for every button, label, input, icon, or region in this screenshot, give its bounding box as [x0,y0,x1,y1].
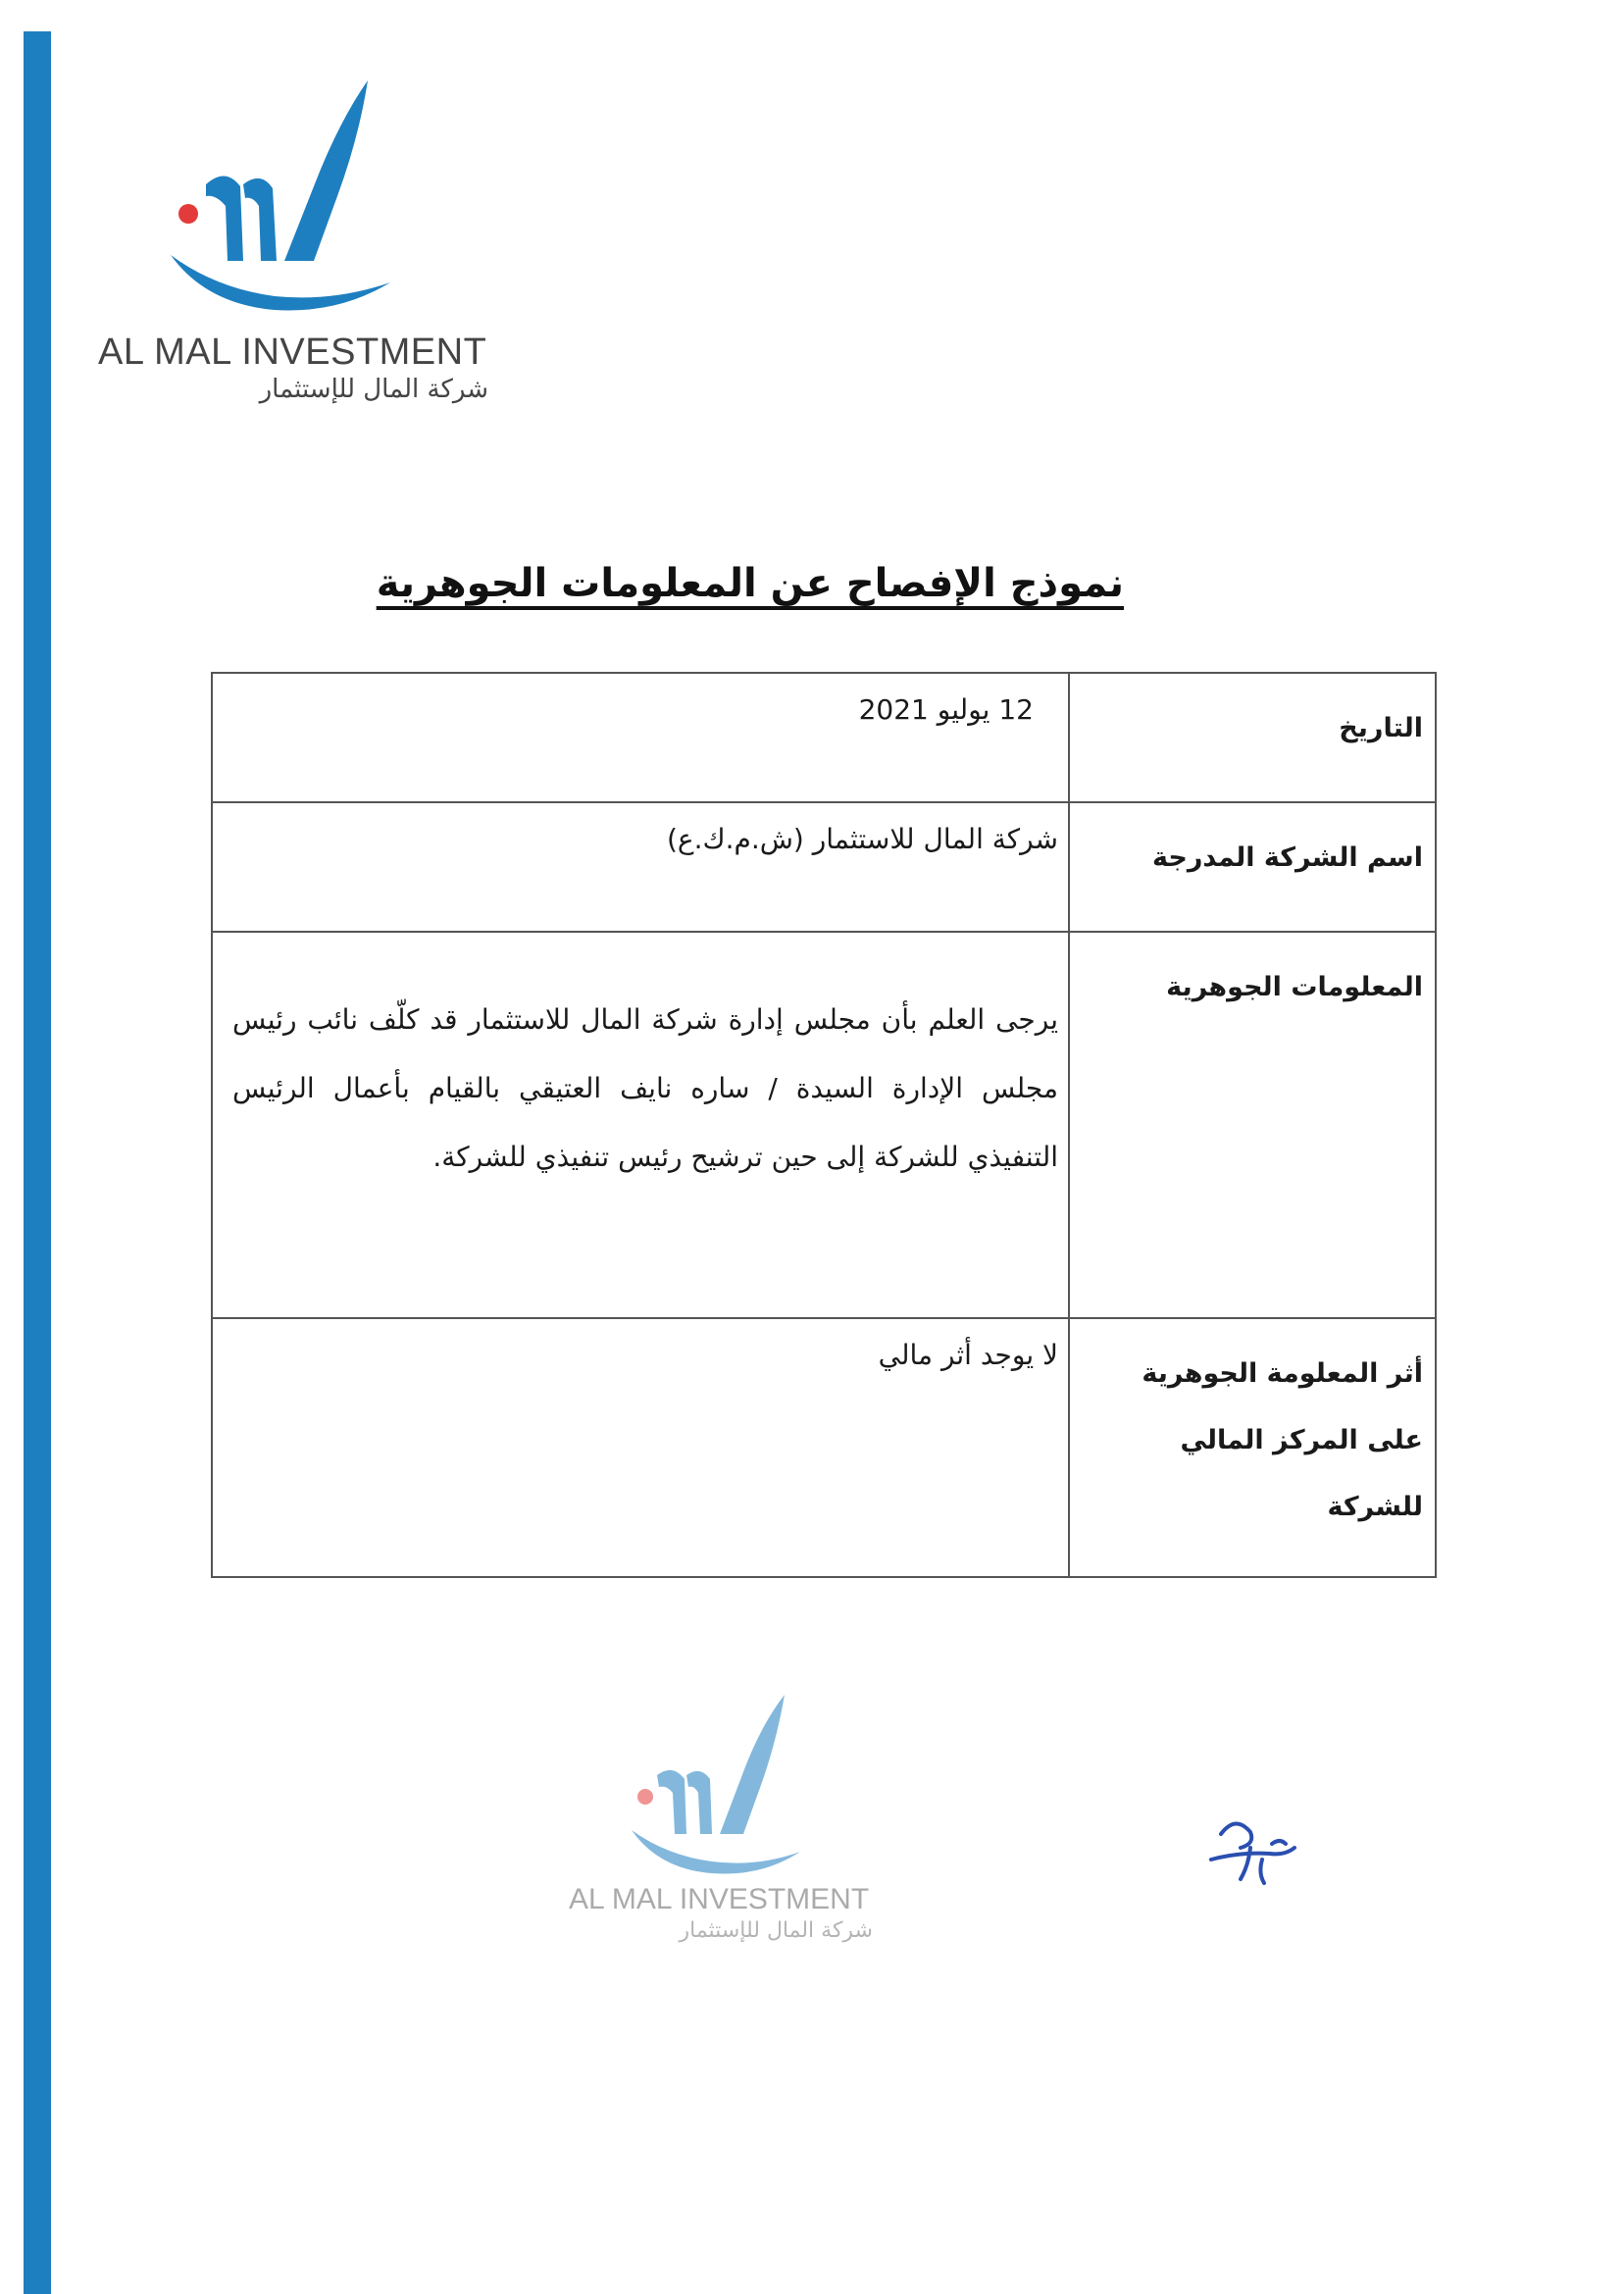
document-title: نموذج الإفصاح عن المعلومات الجوهرية [376,561,1124,606]
stamp-name-english: AL MAL INVESTMENT [569,1883,870,1915]
value-material-info [212,932,1069,1318]
label-financial-impact: أثر المعلومة الجوهرية على المركز المالي للشركة [1069,1318,1436,1577]
company-stamp [569,1687,892,1952]
table-row-material-info [212,932,1436,1318]
material-info-paragraph: يرجى العلم بأن مجلس إدارة شركة المال للاستثمار قد كلّف نائب رئيس مجلس الإدارة السيدة / ساره نايف العتيقي بالقيام بأعمال الرئيس التنفيذي للشركة إلى حين ترشيح رئيس تنفيذي للشركة. [232,1003,1058,1173]
value-date [212,673,1069,802]
stamp-logo-icon [628,1687,804,1883]
value-financial-impact: لا يوجد أثر مالي [212,1318,1069,1577]
stamp-name-arabic: شركة المال للإستثمار [679,1918,873,1943]
table-row-financial-impact [212,1318,1436,1577]
almal-logo-icon [167,69,392,324]
company-logo [98,69,510,422]
table-row-company [212,802,1436,932]
side-accent-bar [24,31,51,2294]
label-company-name: اسم الشركة المدرجة [1069,802,1436,932]
disclosure-table [211,672,1437,1578]
table-row-date [212,673,1436,802]
brand-name-english: AL MAL INVESTMENT [98,331,487,373]
brand-name-arabic: شركة المال للإستثمار [259,375,488,404]
date-value-text: 12 يوليو 2021 [858,693,1034,726]
value-company-name: شركة المال للاستثمار (ش.م.ك.ع) [212,802,1069,932]
signature-icon [1201,1805,1309,1893]
label-material-info: المعلومات الجوهرية [1069,932,1436,1318]
label-date: التاريخ [1069,673,1436,802]
